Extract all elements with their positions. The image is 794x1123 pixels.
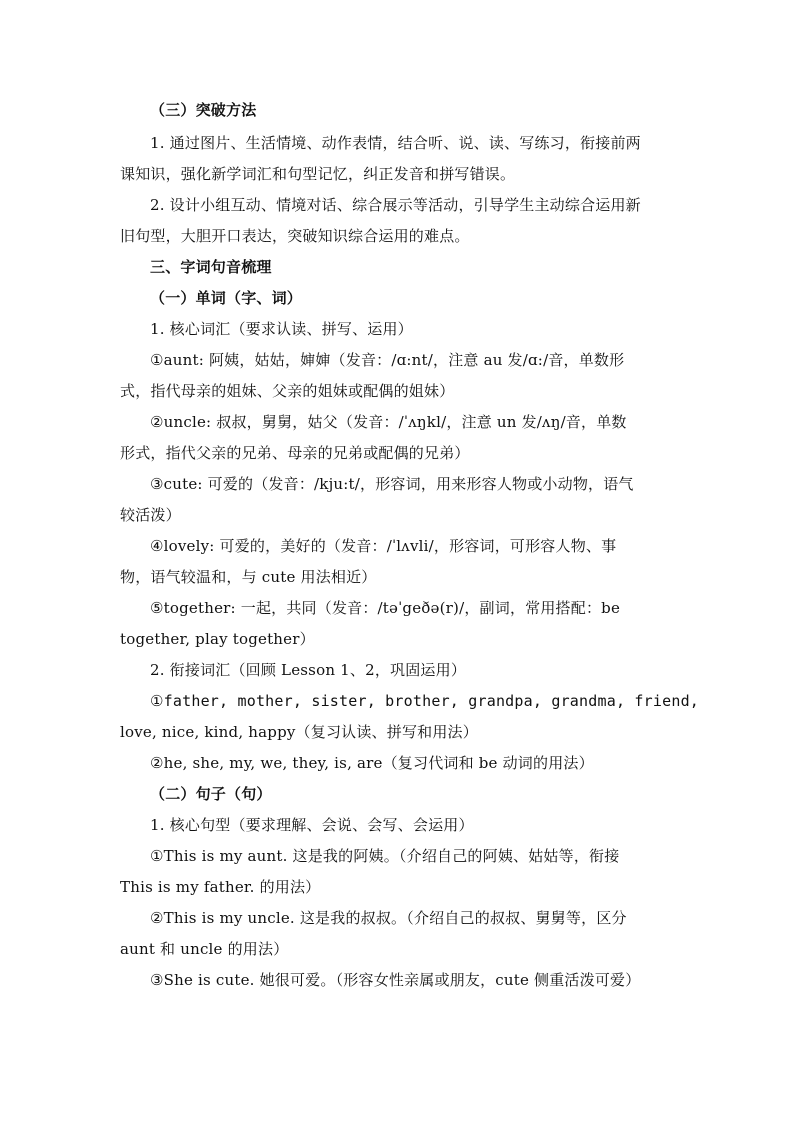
linking-vocab-list-2: ②he, she, my, we, they, is, are（复习代词和 be 动词的用法） (150, 754, 594, 772)
sentence-item-aunt-cont: This is my father. 的用法） (120, 878, 321, 896)
vocab-item-uncle: ②uncle: 叔叔，舅舅，姑父（发音：/ˈʌŋkl/，注意 un 发/ʌŋ/音，单数 (150, 413, 627, 431)
sentence-item-uncle-cont: aunt 和 uncle 的用法） (120, 940, 289, 958)
paragraph-method-1-cont: 课知识，强化新学词汇和句型记忆，纠正发音和拼写错误。 (120, 165, 516, 183)
paragraph-method-2: 2. 设计小组互动、情境对话、综合展示等活动，引导学生主动综合运用新 (150, 196, 641, 214)
vocab-item-together-cont: together, play together） (120, 630, 315, 648)
vocab-item-aunt: ①aunt: 阿姨，姑姑，婶婶（发音：/ɑ:nt/，注意 au 发/ɑ:/音，单数形 (150, 351, 625, 369)
section-heading-breakthrough-methods: （三）突破方法 (150, 101, 257, 119)
sentence-item-uncle: ②This is my uncle. 这是我的叔叔。（介绍自己的叔叔、舅舅等，区分 (150, 909, 627, 927)
sentence-item-aunt: ①This is my aunt. 这是我的阿姨。（介绍自己的阿姨、姑姑等，衔接 (150, 847, 620, 865)
paragraph-method-2-cont: 旧句型，大胆开口表达，突破知识综合运用的难点。 (120, 227, 470, 245)
vocab-item-lovely: ④lovely: 可爱的，美好的（发音：/ˈlʌvli/，形容词，可形容人物、事 (150, 537, 617, 555)
linking-vocab-list-1-cont: love, nice, kind, happy（复习认读、拼写和用法） (120, 723, 478, 741)
subsection-heading-words: （一）单词（字、词） (150, 289, 303, 307)
sentence-item-cute: ③She is cute. 她很可爱。（形容女性亲属或朋友，cute 侧重活泼可爱） (150, 971, 641, 989)
linking-vocab-list-1: ①father, mother, sister, brother, grandpa, grandma, friend, (150, 692, 700, 710)
vocab-item-uncle-cont: 形式，指代父亲的兄弟、母亲的兄弟或配偶的兄弟） (120, 444, 470, 462)
vocab-item-cute-cont: 较活泼） (120, 506, 181, 524)
subsection-heading-sentences: （二）句子（句） (150, 785, 272, 803)
core-sentence-heading: 1. 核心句型（要求理解、会说、会写、会运用） (150, 816, 474, 834)
vocab-item-cute: ③cute: 可爱的（发音：/kju:t/，形容词，用来形容人物或小动物，语气 (150, 475, 634, 493)
section-heading-vocabulary-sentences: 三、字词句音梳理 (150, 258, 272, 276)
linking-vocabulary-heading: 2. 衔接词汇（回顾 Lesson 1、2，巩固运用） (150, 661, 467, 679)
core-vocabulary-heading: 1. 核心词汇（要求认读、拼写、运用） (150, 320, 413, 338)
vocab-item-lovely-cont: 物，语气较温和，与 cute 用法相近） (120, 568, 377, 586)
vocab-item-together: ⑤together: 一起，共同（发音：/təˈgeðə(r)/，副词，常用搭配：be (150, 599, 621, 617)
paragraph-method-1: 1. 通过图片、生活情境、动作表情，结合听、说、读、写练习，衔接前两 (150, 134, 641, 152)
vocab-item-aunt-cont: 式，指代母亲的姐妹、父亲的姐妹或配偶的姐妹） (120, 382, 455, 400)
